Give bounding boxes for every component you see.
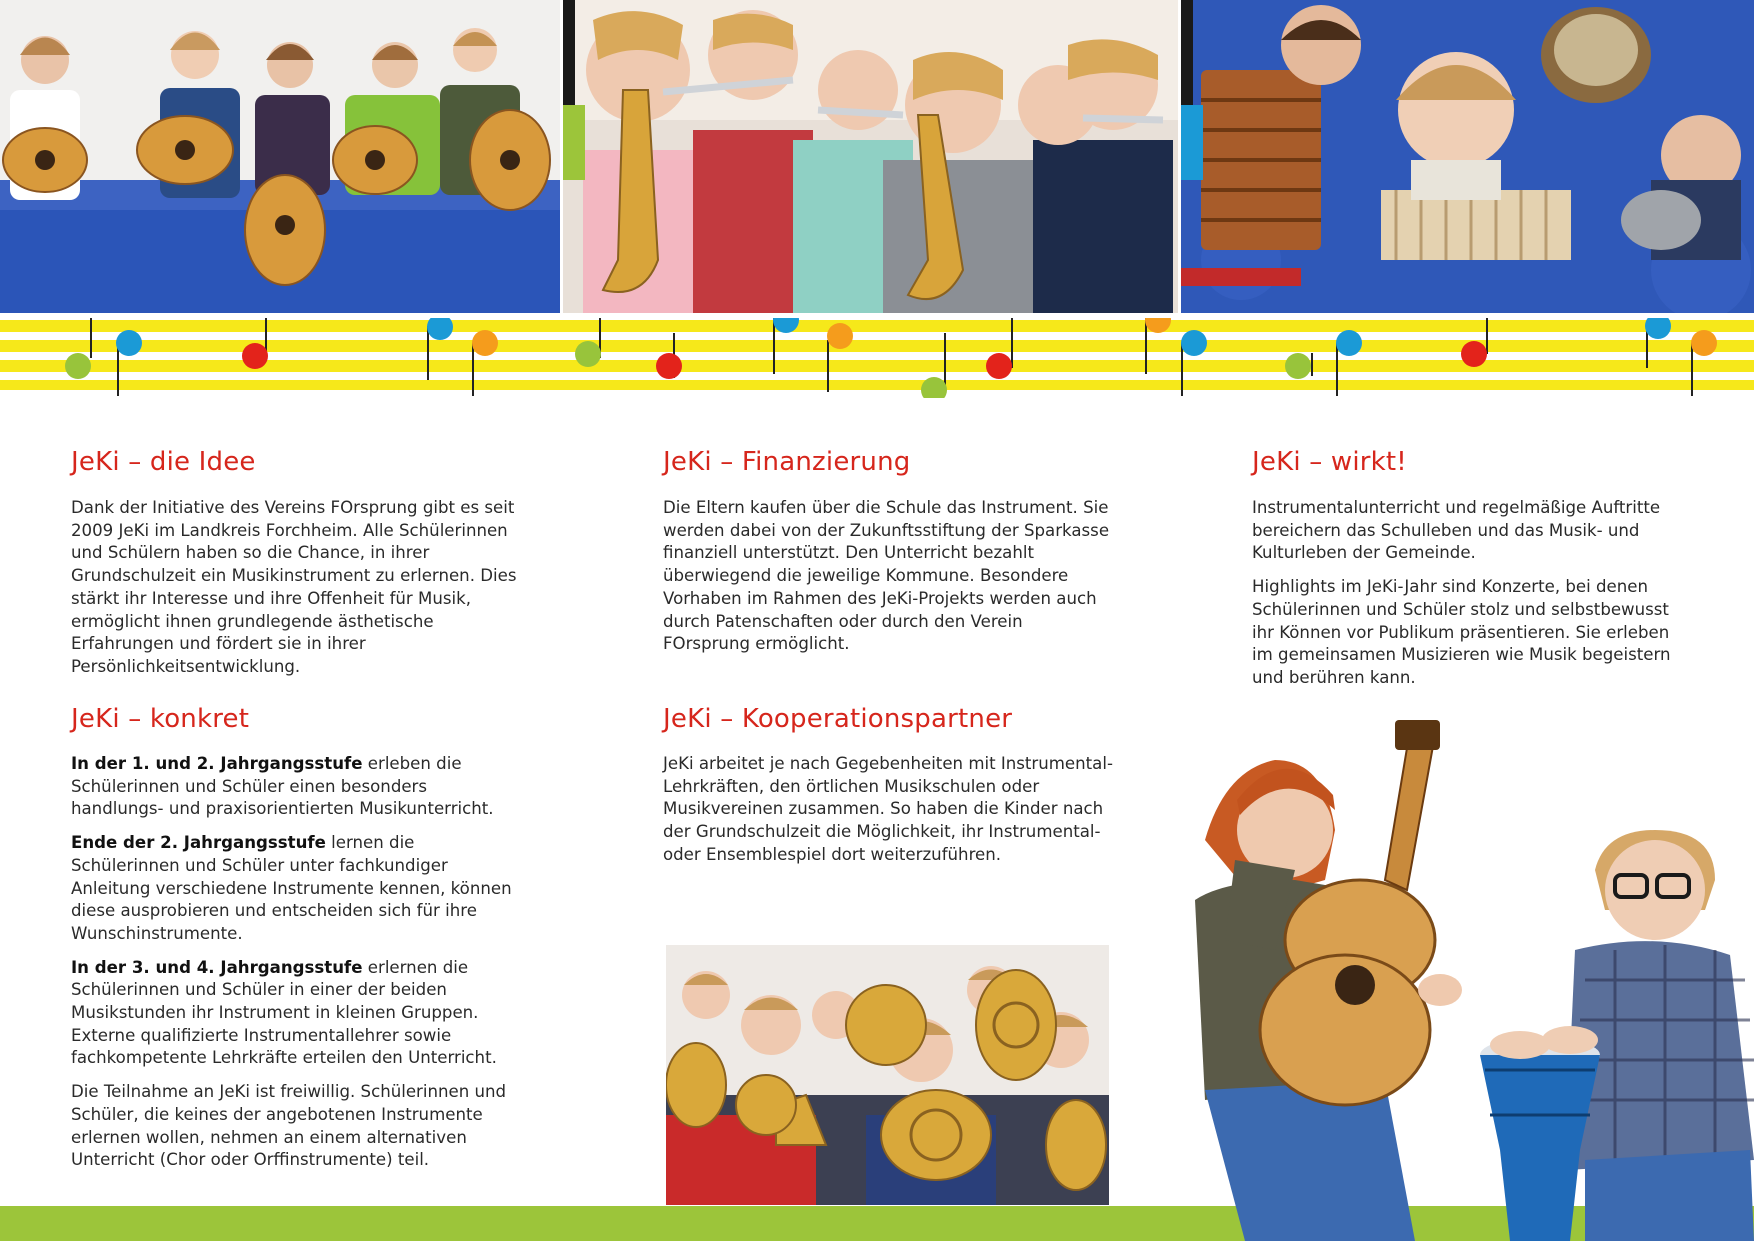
paragraph-konkret-1-bold: In der 1. und 2. Jahrgangsstufe [71, 754, 363, 773]
text-wirkt [1252, 497, 1692, 701]
heading-kooperation: JeKi – Kooperationspartner [663, 704, 1013, 734]
text-idee [71, 497, 521, 690]
text-kooperation [663, 753, 1113, 878]
paragraph-idee: Dank der Initiative des Vereins FOrsprung gibt es seit 2009 JeKi im Landkreis Forchheim. Alle Schülerinnen und Schülern haben so die Chance, in ihrer Grundschulzeit ein Musikinstrument zu erlernen. Dies stärkt ihr Interesse und ihre Offenheit für Musik, ermöglicht ihnen grundlegende ästhetische Erfahrungen und fördert sie in ihrer Persönlichkeitsentwicklung. [71, 498, 517, 676]
paragraph-wirkt-1: Instrumentalunterricht und regelmäßige Auftritte bereichern das Schulleben und das Musik- und Kulturleben der Gemeinde. [1252, 498, 1661, 563]
accent-bar-black-left [563, 0, 575, 105]
photo-boys-guitar-drum [1185, 720, 1754, 1241]
paragraph-konkret-4: Die Teilnahme an JeKi ist freiwillig. Schülerinnen und Schüler, die keines der angebotenen Instrumente erlernen wollen, nehmen an einem alternativen Unterricht (Chor oder Orffinstrumente) teil. [71, 1082, 507, 1170]
paragraph-finanzierung: Die Eltern kaufen über die Schule das Instrument. Sie werden dabei von der Zukunftsstiftung der Sparkasse finanziell unterstützt. Den Unterricht bezahlt überwiegend die jeweilige Kommune. Besondere Vorhaben im Rahmen des JeKi-Projekts werden auch durch Patenschaften oder durch den Verein FOrsprung ermöglicht. [663, 498, 1110, 654]
paragraph-konkret-3 [71, 957, 521, 1071]
paragraph-konkret-3-bold: In der 3. und 4. Jahrgangsstufe [71, 957, 363, 977]
text-finanzierung [663, 497, 1113, 667]
text-konkret [71, 753, 521, 1183]
accent-bar-black-right [1181, 0, 1193, 105]
photo-children-brass [666, 945, 1109, 1205]
paragraph-konkret-1 [71, 753, 521, 821]
paragraph-konkret-3-text: erlernen die Schülerinnen und Schüler in einer der beiden Musikstunden ihr Instrument in kleinen Gruppen. Externe qualifizierte Instrumentallehrer sowie fachkompetente Lehrkräfte erteilen den Unterricht. [71, 957, 497, 1068]
paragraph-wirkt-2: Highlights im JeKi-Jahr sind Konzerte, bei denen Schülerinnen und Schüler stolz und selbstbewusst ihr Können vor Publikum präsentieren. Sie erleben im gemeinsamen Musizieren wie Musik begeistern und berühren kann. [1252, 577, 1671, 687]
photo-children-woodwinds [563, 0, 1178, 313]
heading-konkret: JeKi – konkret [71, 704, 250, 734]
heading-finanzierung: JeKi – Finanzierung [663, 447, 911, 477]
music-staff-decoration [0, 318, 1754, 398]
paragraph-konkret-2 [71, 832, 521, 946]
paragraph-konkret-1-text: erleben die Schülerinnen und Schüler einen besonders handlungs- und praxisorientierten Musikunterricht. [71, 754, 494, 819]
paragraph-konkret-2-bold: Ende der 2. Jahrgangsstufe [71, 833, 326, 853]
heading-wirkt: JeKi – wirkt! [1252, 447, 1407, 477]
accent-bar-green [563, 105, 585, 180]
paragraph-konkret-2-text: lernen die Schülerinnen und Schüler unter fachkundiger Anleitung verschiedene Instrumente kennen, können diese ausprobieren und entscheiden sich für ihre Wunschinstrumente. [71, 833, 512, 943]
photo-children-guitars [0, 0, 563, 313]
paragraph-kooperation: JeKi arbeitet je nach Gegebenheiten mit Instrumental-Lehrkräften, den örtlichen Musikschulen oder Musikvereinen zusammen. So haben die Kinder nach der Grundschulzeit die Möglichkeit, ihr Instrumental- oder Ensemblespiel dort weiterzuführen. [663, 754, 1113, 864]
accent-bar-blue [1181, 105, 1203, 180]
photo-children-percussion [1181, 0, 1754, 313]
heading-idee: JeKi – die Idee [71, 447, 256, 477]
